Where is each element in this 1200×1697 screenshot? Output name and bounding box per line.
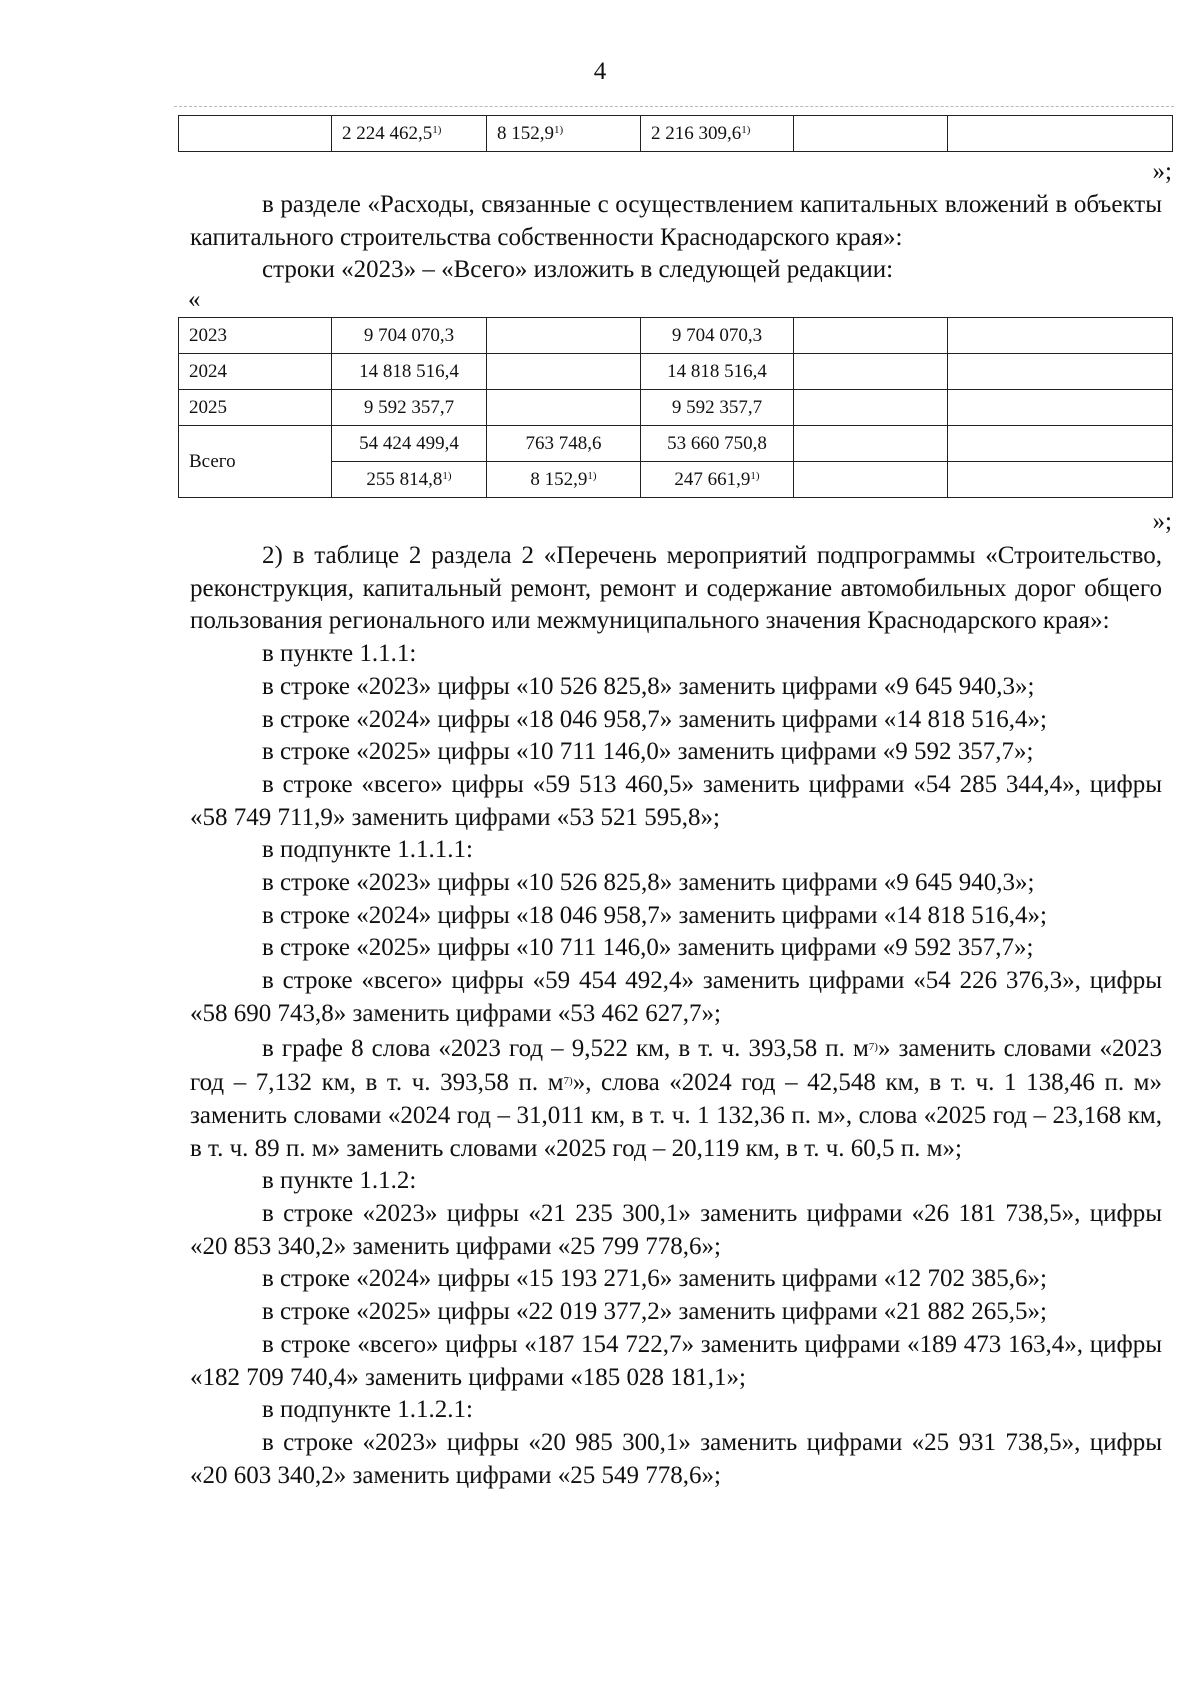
table-cell: 53 660 750,8 xyxy=(641,426,794,462)
amendment-paragraph: в строке «2024» цифры «15 193 271,6» заменить цифрами «12 702 385,6»; xyxy=(262,1265,1047,1293)
table-row xyxy=(179,318,1173,354)
table-cell: 8 152,9$^{1)}$ xyxy=(487,116,641,152)
amendment-paragraph: в пункте 1.1.1: xyxy=(262,640,417,668)
intro-paragraph: строки «2023» – «Всего» изложить в следующей редакции: xyxy=(262,256,894,284)
table-cell xyxy=(948,426,1173,462)
table-cell xyxy=(794,462,948,498)
table-row xyxy=(179,426,1173,462)
table-cell xyxy=(794,390,948,426)
amendments-text xyxy=(190,540,1162,1492)
expenses-table xyxy=(178,317,1173,498)
total-label-cell: Всего xyxy=(179,426,332,498)
table-cell xyxy=(487,390,641,426)
quote-open: « xyxy=(188,286,201,313)
intro-paragraph: в разделе «Расходы, связанные с осуществлением капитальных вложений в объекты капитального строительства собственности Краснодарского края»: xyxy=(190,191,1162,251)
page-number: 4 xyxy=(593,58,607,85)
quote-close: »; xyxy=(1152,158,1172,185)
amendment-paragraph: в строке «2023» цифры «10 526 825,8» заменить цифрами «9 645 940,3»; xyxy=(262,869,1035,897)
table-cell: 763 748,6 xyxy=(487,426,641,462)
table-cell xyxy=(948,116,1173,152)
top-table-fragment xyxy=(178,115,1173,152)
table-cell: 9 592 357,7 xyxy=(641,390,794,426)
table-cell xyxy=(794,116,948,152)
table-cell: 9 704 070,3 xyxy=(641,318,794,354)
amendment-paragraph: в подпункте 1.1.2.1: xyxy=(262,1396,473,1424)
table-cell xyxy=(487,354,641,390)
table-cell: 14 818 516,4 xyxy=(332,354,487,390)
amendment-paragraph: в строке «2023» цифры «10 526 825,8» заменить цифрами «9 645 940,3»; xyxy=(262,672,1035,700)
amendment-paragraph: в строке «2023» цифры «21 235 300,1» заменить цифрами «26 181 738,5», цифры «20 853 340,2» заменить цифрами «25 799 778,6»; xyxy=(190,1200,1162,1260)
footnote-mark: 1) xyxy=(587,469,597,482)
table-cell xyxy=(948,390,1173,426)
amendment-paragraph: в строке «2024» цифры «18 046 958,7» заменить цифрами «14 818 516,4»; xyxy=(262,705,1047,733)
table-cell xyxy=(179,116,332,152)
footnote-mark: 7) xyxy=(868,1040,878,1053)
quote-close: »; xyxy=(1152,508,1172,535)
table-cell xyxy=(794,426,948,462)
amendment-paragraph: 2) в таблице 2 раздела 2 «Перечень мероприятий подпрограммы «Строительство, реконструкция, капитальный ремонт, ремонт и содержание автомобильных дорог общего пользования регионального или межмуниципального значения Краснодарского края»: xyxy=(190,542,1162,635)
grafa-paragraph: в графе 8 слова «2023 год – 9,522 км, в т. ч. 393,58 п. $м^{7)}$» заменить словами «2023 год – 7,132 км, в т. ч. 393,58 п. $м^{7)}$», слова «2024 год – 42,548 км, в т. ч. 1 138,46 п. м» заменить словами «2024 год – 31,011 км, в т. ч. 1 132,36 п. м», слова «2025 год – 23,168 км, в т. ч. 89 п. м» заменить словами «2025 год – 20,119 км, в т. ч. 60,5 п. м»; xyxy=(190,1034,1162,1162)
scan-artifact-line xyxy=(174,106,1174,107)
table-cell: 54 424 499,4 xyxy=(332,426,487,462)
amendment-paragraph: в строке «всего» цифры «59 513 460,5» заменить цифрами «54 285 344,4», цифры «58 749 711,9» заменить цифрами «53 521 595,8»; xyxy=(190,770,1162,831)
amendment-paragraph: в строке «2025» цифры «10 711 146,0» заменить цифрами «9 592 357,7»; xyxy=(262,738,1034,766)
table-row xyxy=(179,390,1173,426)
amendment-paragraph: в подпункте 1.1.1.1: xyxy=(262,836,473,864)
year-cell: 2023 xyxy=(179,318,332,354)
amendment-paragraph: в строке «2025» цифры «10 711 146,0» заменить цифрами «9 592 357,7»; xyxy=(262,934,1034,962)
table-row xyxy=(179,354,1173,390)
amendment-paragraph: в строке «2025» цифры «22 019 377,2» заменить цифрами «21 882 265,5»; xyxy=(262,1298,1047,1326)
table-cell xyxy=(948,462,1173,498)
footnote-mark: 7) xyxy=(563,1075,573,1088)
footnote-mark: 1) xyxy=(750,469,760,482)
table-cell: 9 704 070,3 xyxy=(332,318,487,354)
table-row xyxy=(179,116,1173,152)
table-cell xyxy=(794,318,948,354)
table-cell xyxy=(948,318,1173,354)
table-cell xyxy=(794,354,948,390)
year-cell: 2024 xyxy=(179,354,332,390)
amendment-paragraph: в пункте 1.1.2: xyxy=(262,1167,417,1195)
footnote-mark: 1) xyxy=(741,123,751,136)
table-cell: 8 152,9$^{1)}$ xyxy=(487,462,641,498)
intro-text xyxy=(190,189,1162,287)
amendment-paragraph: в строке «всего» цифры «187 154 722,7» заменить цифрами «189 473 163,4», цифры «182 709 740,4» заменить цифрами «185 028 181,1»; xyxy=(190,1330,1162,1391)
table-cell: 2 224 462,5$^{1)}$ xyxy=(332,116,487,152)
amendment-paragraph: в строке «всего» цифры «59 454 492,4» заменить цифрами «54 226 376,3», цифры «58 690 743,8» заменить цифрами «53 462 627,7»; xyxy=(190,967,1162,1027)
table-cell: 9 592 357,7 xyxy=(332,390,487,426)
year-cell: 2025 xyxy=(179,390,332,426)
footnote-mark: 1) xyxy=(432,123,442,136)
table-cell xyxy=(948,354,1173,390)
table-cell: 14 818 516,4 xyxy=(641,354,794,390)
table-cell: 247 661,9$^{1)}$ xyxy=(641,462,794,498)
footnote-mark: 1) xyxy=(442,469,452,482)
amendment-paragraph: в строке «2023» цифры «20 985 300,1» заменить цифрами «25 931 738,5», цифры «20 603 340,2» заменить цифрами «25 549 778,6»; xyxy=(190,1428,1162,1489)
table-cell: 255 814,8$^{1)}$ xyxy=(332,462,487,498)
amendment-paragraph: в строке «2024» цифры «18 046 958,7» заменить цифрами «14 818 516,4»; xyxy=(262,901,1047,929)
table-cell xyxy=(487,318,641,354)
table-cell: 2 216 309,6$^{1)}$ xyxy=(641,116,794,152)
footnote-mark: 1) xyxy=(554,123,564,136)
